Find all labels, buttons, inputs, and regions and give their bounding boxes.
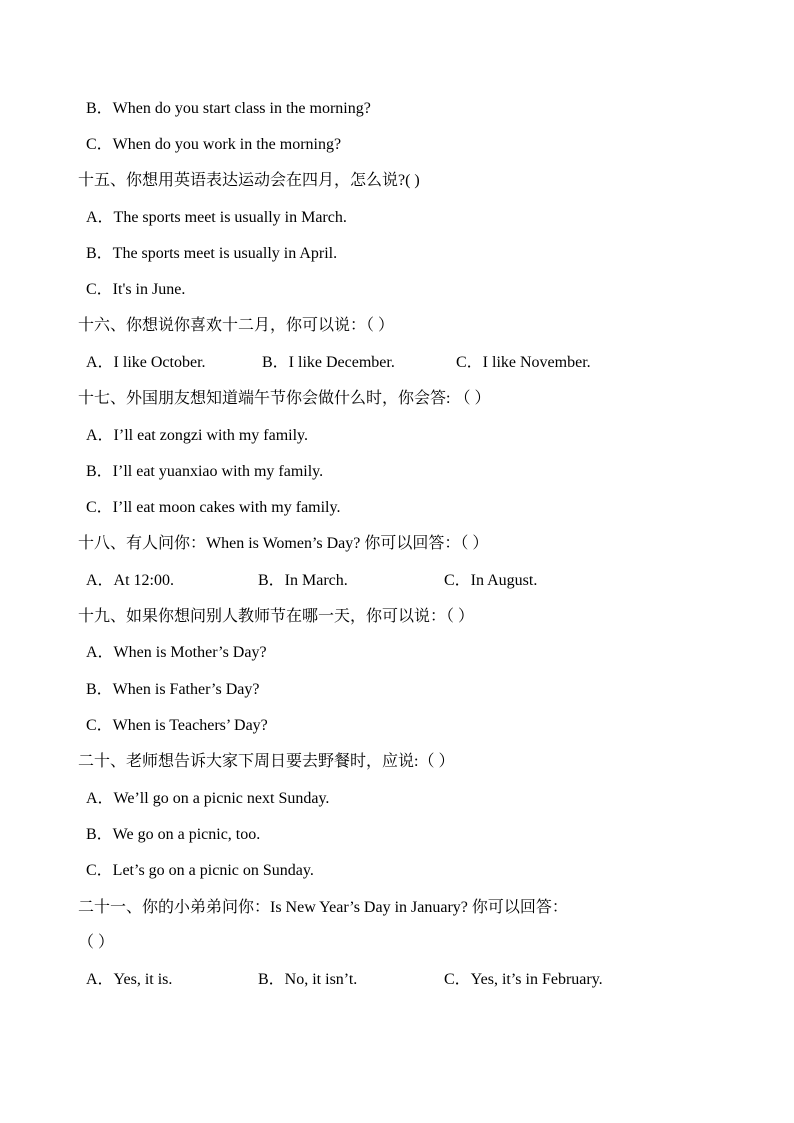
q19-option-c: C．When is Teachers’ Day? xyxy=(86,717,268,734)
q20-stem: 二十、老师想告诉大家下周日要去野餐时，应说:（ ） xyxy=(78,753,455,770)
q16-option-c: C．I like November. xyxy=(456,354,591,371)
q18-option-b: B．In March. xyxy=(258,572,348,589)
q15-option-a: A．The sports meet is usually in March. xyxy=(86,209,347,226)
q16-option-a: A．I like October. xyxy=(86,354,206,371)
q18-option-c: C．In August. xyxy=(444,572,538,589)
q19-stem: 十九、如果你想问别人教师节在哪一天，你可以说：（ ） xyxy=(78,608,475,625)
q15-option-c: C．It's in June. xyxy=(86,281,186,298)
q19-option-b: B．When is Father’s Day? xyxy=(86,681,260,698)
q17-option-a: A．I’ll eat zongzi with my family. xyxy=(86,427,309,444)
q17-option-c: C．I’ll eat moon cakes with my family. xyxy=(86,499,341,516)
q18-option-a: A．At 12:00. xyxy=(86,572,175,589)
q15-stem: 十五、你想用英语表达运动会在四月，怎么说?( ) xyxy=(78,172,420,189)
q14-option-b: B．When do you start class in the morning? xyxy=(86,100,371,117)
q16-stem: 十六、你想说你喜欢十二月，你可以说：（ ） xyxy=(78,317,395,334)
q17-option-b: B．I’ll eat yuanxiao with my family. xyxy=(86,463,324,480)
q21-option-a: A．Yes, it is. xyxy=(86,971,173,988)
q14-option-c: C．When do you work in the morning? xyxy=(86,136,342,153)
q20-option-c: C．Let’s go on a picnic on Sunday. xyxy=(86,862,314,879)
q20-option-a: A．We’ll go on a picnic next Sunday. xyxy=(86,790,330,807)
q21-option-c: C．Yes, it’s in February. xyxy=(444,971,603,988)
q19-option-a: A．When is Mother’s Day? xyxy=(86,644,267,661)
q21-answer-paren: （ ） xyxy=(78,934,115,951)
q16-option-b: B．I like December. xyxy=(262,354,395,371)
q17-stem: 十七、外国朋友想知道端午节你会做什么时，你会答: （ ） xyxy=(78,390,491,407)
q20-option-b: B．We go on a picnic, too. xyxy=(86,826,261,843)
q15-option-b: B．The sports meet is usually in April. xyxy=(86,245,338,262)
q21-stem: 二十一、你的小弟弟问你：Is New Year’s Day in January? 你可以回答： xyxy=(78,899,568,916)
q21-option-b: B．No, it isn’t. xyxy=(258,971,358,988)
q18-stem: 十八、有人问你：When is Women’s Day? 你可以回答：（ ） xyxy=(78,535,489,552)
